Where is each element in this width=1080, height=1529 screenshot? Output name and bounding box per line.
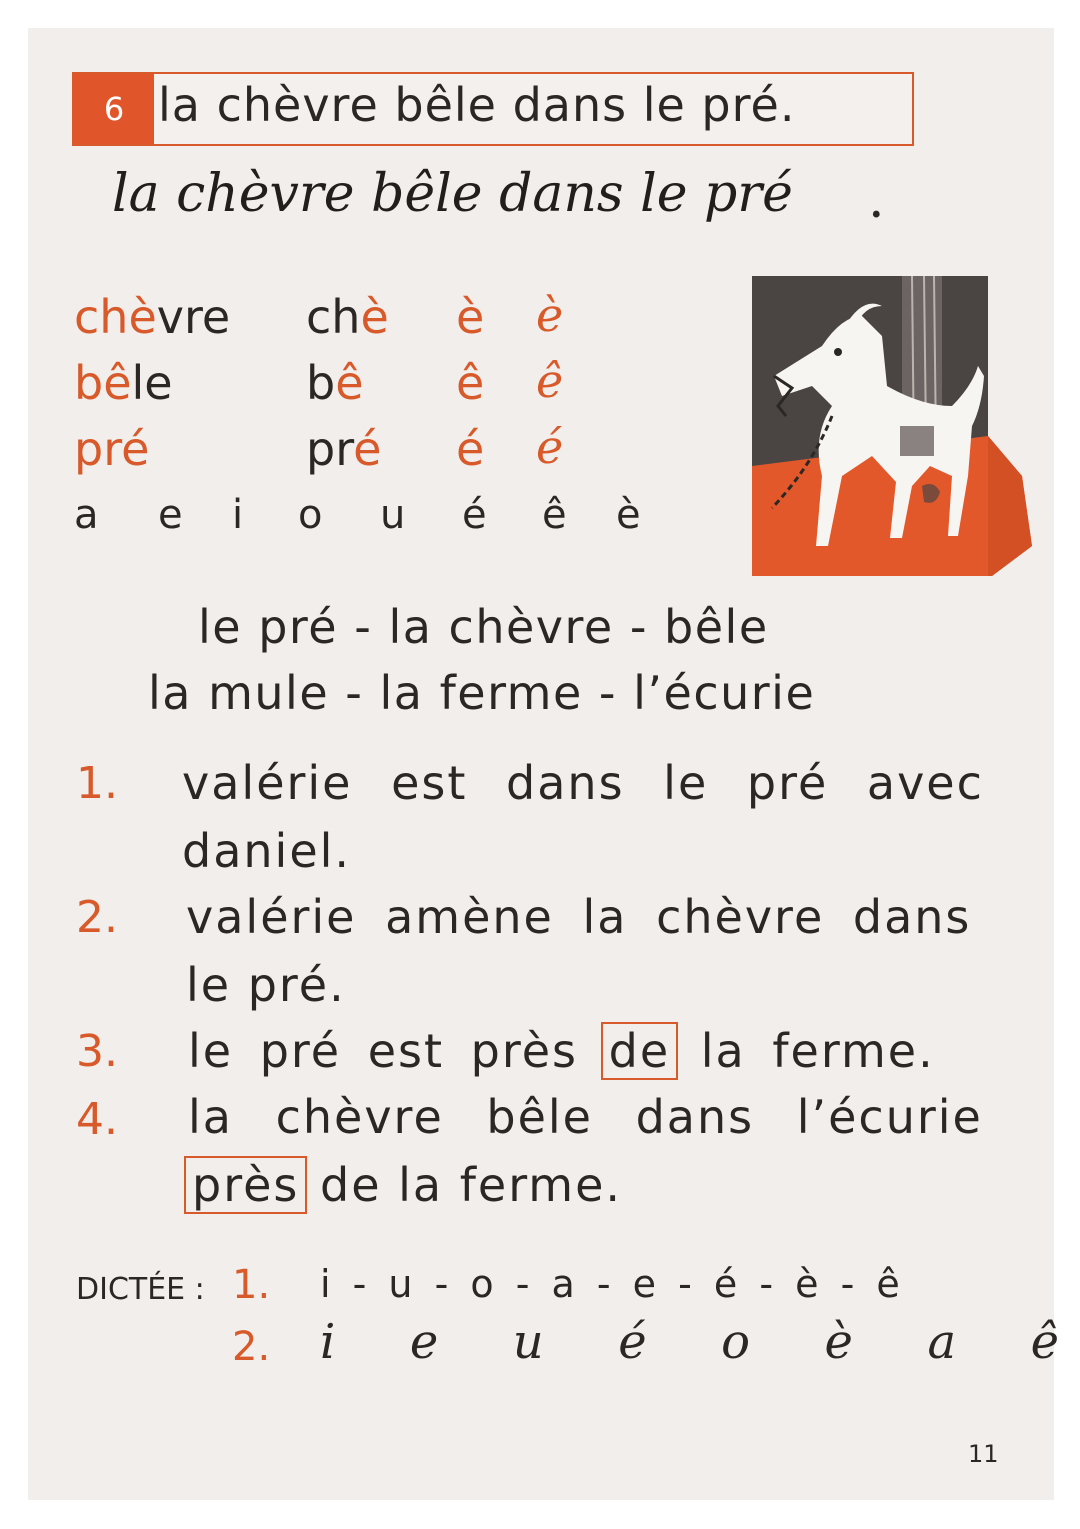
boxed-word: de <box>601 1022 679 1080</box>
syllable-letter: è <box>456 290 485 344</box>
page-number: 11 <box>968 1440 999 1468</box>
syllable-letter: ê <box>456 356 485 410</box>
sentence-line: valérie est dans le pré avec <box>182 756 984 810</box>
dictation-label: DICTÉE : <box>76 1272 205 1307</box>
sentence-line: près de la ferme. <box>188 1156 622 1214</box>
sentence-number: 3. <box>76 1026 118 1077</box>
vowel: è <box>616 492 641 538</box>
cursive-title: la chèvre bêle dans le pré <box>112 164 793 224</box>
syllable-part: pré <box>306 422 382 476</box>
syllable-cursive-letter: ê <box>536 354 564 408</box>
vowel: ê <box>542 492 567 538</box>
lesson-title: la chèvre bêle dans le pré. <box>158 78 796 132</box>
sentence-number: 1. <box>76 758 118 809</box>
word-line: le pré - la chèvre - bêle <box>198 600 769 654</box>
vowel: e <box>158 492 183 538</box>
sentence-line: valérie amène la chèvre dans <box>186 890 972 944</box>
dictation-number: 2. <box>232 1324 271 1370</box>
syllable-part: bê <box>306 356 364 410</box>
vowel: é <box>462 492 487 538</box>
sentence-line: le pré. <box>186 958 346 1012</box>
dictation-cursive-line: i e u é o è a ê <box>320 1314 1060 1370</box>
syllable-letter: é <box>456 422 485 476</box>
sentence-number: 2. <box>76 892 118 943</box>
dictation-line: i - u - o - a - e - é - è - ê <box>320 1262 902 1306</box>
sentence-line: la chèvre bêle dans l’écurie <box>188 1090 983 1144</box>
cursive-title-dot: . <box>868 170 885 230</box>
vowel: u <box>380 492 406 538</box>
lesson-title-banner <box>72 72 914 146</box>
vowel: a <box>74 492 99 538</box>
boxed-word: près <box>184 1156 307 1214</box>
vowel: i <box>232 492 244 538</box>
syllable-cursive-letter: é <box>536 420 564 474</box>
dictation-number: 1. <box>232 1262 271 1308</box>
lesson-number-badge: 6 <box>74 74 154 144</box>
vowel: o <box>298 492 323 538</box>
syllable-word: chèvre <box>74 290 231 344</box>
goat-illustration-icon <box>752 276 1032 576</box>
syllable-word: bêle <box>74 356 173 410</box>
sentence-number: 4. <box>76 1094 118 1145</box>
syllable-part: chè <box>306 290 389 344</box>
syllable-cursive-letter: è <box>536 288 564 342</box>
sentence-line: le pré est près de la ferme. <box>188 1024 935 1078</box>
syllable-word: pré <box>74 422 150 476</box>
word-line: la mule - la ferme - l’écurie <box>148 666 816 720</box>
sentence-line: daniel. <box>182 824 352 878</box>
